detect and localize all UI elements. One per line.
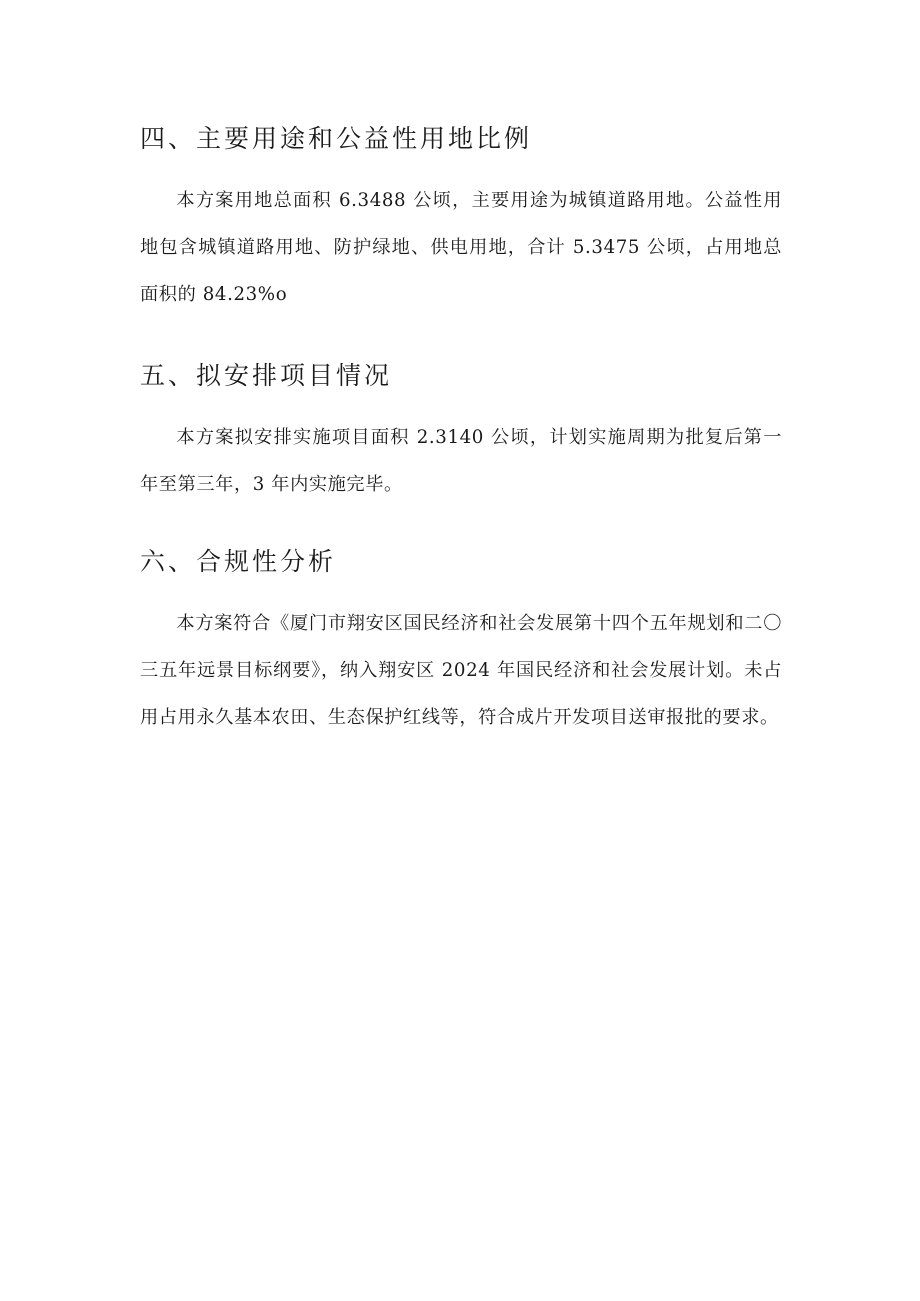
- section-heading: 五、拟安排项目情况: [140, 361, 393, 390]
- section-planned-projects: [140, 358, 782, 508]
- section-paragraph: 本方案拟安排实施项目面积 2.3140 公顷，计划实施周期为批复后第一年至第三年，3 年内实施完毕。: [140, 427, 782, 495]
- section-paragraph: 本方案符合《厦门市翔安区国民经济和社会发展第十四个五年规划和二〇三五年远景目标纲要》，纳入翔安区 2024 年国民经济和社会发展计划。未占用占用永久基本农田、生态保护红线等，符合成片开发项目送审报批的要求。: [140, 613, 782, 728]
- section-land-use-ratio: [140, 121, 782, 318]
- section-heading: 四、主要用途和公益性用地比例: [140, 124, 533, 153]
- section-paragraph: 本方案用地总面积 6.3488 公顷，主要用途为城镇道路用地。公益性用地包含城镇道路用地、防护绿地、供电用地，合计 5.3475 公顷，占用地总面积的 84.23%o: [140, 190, 782, 305]
- section-heading: 六、合规性分析: [140, 547, 337, 576]
- section-compliance-analysis: [140, 544, 782, 741]
